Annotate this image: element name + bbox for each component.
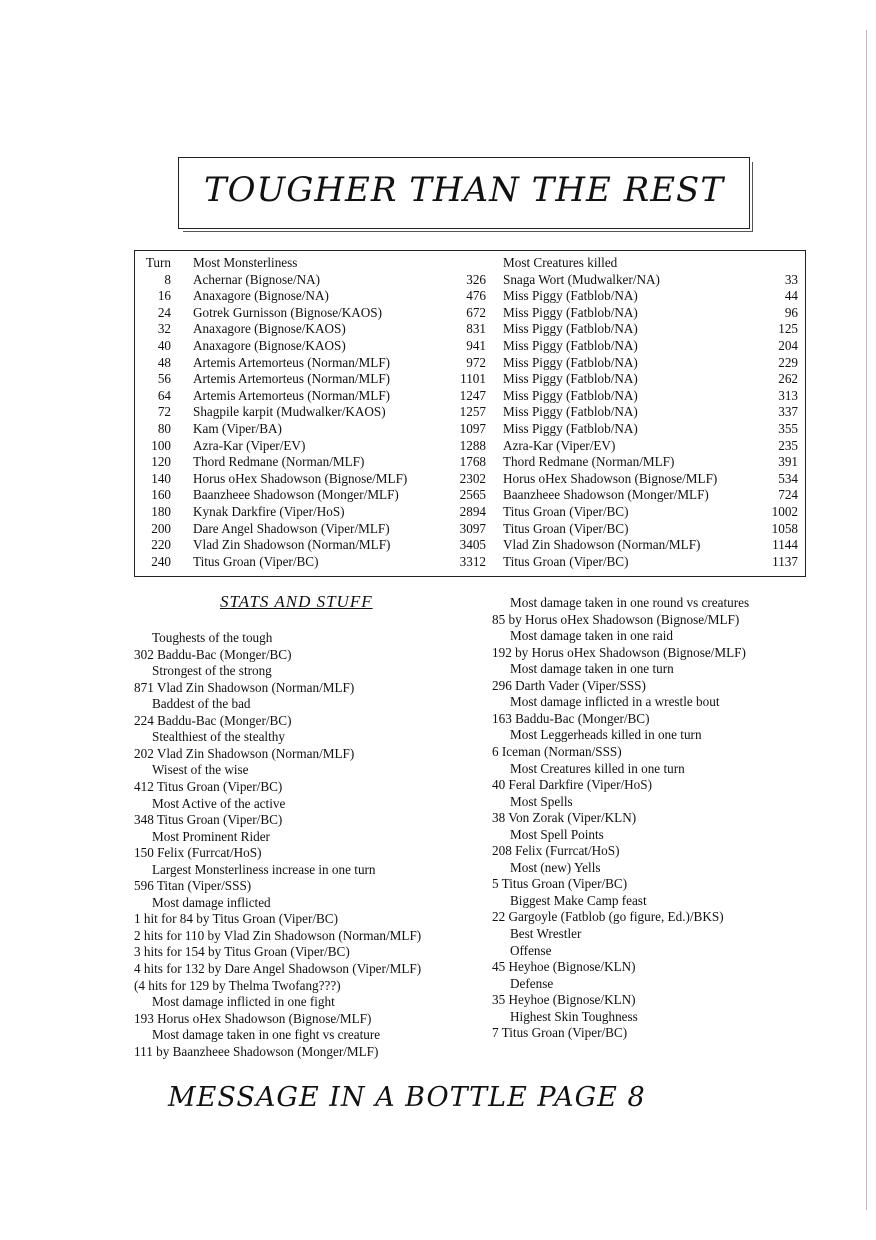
table-row — [135, 521, 805, 538]
monsterliness-name: Anaxagore (Bignose/KAOS) — [193, 337, 346, 353]
table-row — [135, 454, 805, 471]
turn-cell: 180 — [151, 503, 171, 519]
scan-edge-line — [866, 30, 867, 1210]
monsterliness-name: Artemis Artemorteus (Norman/MLF) — [193, 354, 391, 370]
turn-cell: 80 — [157, 420, 171, 436]
table-row — [135, 272, 805, 289]
creatures-killed-name: Miss Piggy (Fatblob/NA) — [503, 354, 638, 370]
turn-cell: 240 — [151, 553, 171, 569]
turn-cell: 16 — [157, 288, 171, 304]
stat-category: Most Leggerheads killed in one turn — [510, 727, 702, 743]
monsterliness-name: Shagpile karpit (Mudwalker/KAOS) — [193, 404, 386, 420]
creatures-killed-name: Miss Piggy (Fatblob/NA) — [503, 371, 638, 387]
stat-category: Most damage inflicted in a wrestle bout — [510, 694, 720, 710]
creatures-killed-value: 337 — [778, 404, 798, 420]
stat-category: Offense — [510, 942, 552, 958]
stat-entry: 40 Feral Darkfire (Viper/HoS) — [492, 777, 652, 793]
stat-entry: 35 Heyhoe (Bignose/KLN) — [492, 992, 636, 1008]
monsterliness-value: 2302 — [459, 470, 486, 486]
creatures-killed-name: Titus Groan (Viper/BC) — [503, 520, 629, 536]
creatures-killed-name: Miss Piggy (Fatblob/NA) — [503, 321, 638, 337]
creatures-killed-value: 355 — [778, 420, 798, 436]
title-box — [178, 157, 750, 229]
creatures-killed-name: Snaga Wort (Mudwalker/NA) — [503, 271, 660, 287]
stat-entry: 193 Horus oHex Shadowson (Bignose/MLF) — [134, 1010, 372, 1026]
stat-entry: 4 hits for 132 by Dare Angel Shadowson (Viper/MLF) — [134, 961, 422, 976]
monsterliness-name: Anaxagore (Bignose/KAOS) — [193, 321, 346, 337]
monsterliness-value: 672 — [466, 304, 486, 320]
records-table — [134, 250, 806, 577]
table-row — [135, 321, 805, 338]
monsterliness-name: Horus oHex Shadowson (Bignose/MLF) — [193, 470, 408, 486]
monsterliness-value: 3097 — [459, 520, 486, 536]
stat-entry: 302 Baddu-Bac (Monger/BC) — [134, 646, 292, 662]
table-row — [135, 355, 805, 372]
monsterliness-name: Dare Angel Shadowson (Viper/MLF) — [193, 520, 390, 536]
table-row — [135, 537, 805, 554]
creatures-killed-value: 96 — [784, 304, 798, 320]
creatures-killed-value: 262 — [778, 371, 798, 387]
monsterliness-value: 326 — [466, 271, 486, 287]
stat-entry: 412 Titus Groan (Viper/BC) — [134, 778, 283, 794]
stat-category: Largest Monsterliness increase in one turn — [152, 861, 376, 877]
table-row — [135, 438, 805, 455]
table-row — [135, 288, 805, 305]
creatures-killed-name: Miss Piggy (Fatblob/NA) — [503, 404, 638, 420]
stat-category: Toughests of the tough — [152, 630, 273, 645]
creatures-killed-name: Miss Piggy (Fatblob/NA) — [503, 387, 638, 403]
creatures-killed-name: Miss Piggy (Fatblob/NA) — [503, 337, 638, 353]
creatures-killed-name: Azra-Kar (Viper/EV) — [503, 437, 616, 453]
stat-entry: 208 Felix (Furrcat/HoS) — [492, 843, 620, 859]
section-title: STATS AND STUFF — [220, 592, 373, 611]
creatures-killed-name: Titus Groan (Viper/BC) — [503, 503, 629, 519]
table-row — [135, 404, 805, 421]
monsterliness-value: 3312 — [459, 553, 486, 569]
monsterliness-name: Artemis Artemorteus (Norman/MLF) — [193, 387, 391, 403]
turn-cell: 56 — [157, 371, 171, 387]
monsterliness-name: Kynak Darkfire (Viper/HoS) — [193, 503, 345, 519]
stat-category: Most damage taken in one raid — [510, 628, 673, 644]
creatures-killed-value: 1058 — [771, 520, 798, 536]
monsterliness-value: 1768 — [459, 454, 486, 470]
table-row — [135, 371, 805, 388]
stat-entry: 348 Titus Groan (Viper/BC) — [134, 812, 283, 828]
creatures-killed-value: 229 — [778, 354, 798, 370]
page-title: TOUGHER THAN THE REST — [203, 170, 725, 210]
stat-category: Most Active of the active — [152, 795, 286, 811]
stat-category: Highest Skin Toughness — [510, 1008, 638, 1024]
turn-cell: 72 — [157, 404, 171, 420]
creatures-killed-value: 1137 — [772, 553, 798, 569]
monsterliness-value: 2565 — [459, 487, 486, 503]
stat-category: Most damage taken in one round vs creatures — [510, 595, 750, 610]
creatures-killed-name: Horus oHex Shadowson (Bignose/MLF) — [503, 470, 718, 486]
stat-category: Most damage taken in one turn — [510, 661, 674, 677]
creatures-killed-name: Miss Piggy (Fatblob/NA) — [503, 288, 638, 304]
table-row — [135, 471, 805, 488]
monsterliness-name: Vlad Zin Shadowson (Norman/MLF) — [193, 537, 391, 553]
table-row — [135, 338, 805, 355]
monsterliness-name: Achernar (Bignose/NA) — [193, 271, 321, 287]
stat-entry: 38 Von Zorak (Viper/KLN) — [492, 810, 637, 826]
monsterliness-name: Artemis Artemorteus (Norman/MLF) — [193, 371, 391, 387]
turn-cell: 24 — [157, 304, 171, 320]
turn-cell: 140 — [151, 470, 171, 486]
stat-category: Most damage inflicted — [152, 894, 271, 910]
stat-category: Most Creatures killed in one turn — [510, 760, 685, 776]
turn-cell: 100 — [151, 437, 171, 453]
stat-entry: (4 hits for 129 by Thelma Twofang???) — [134, 977, 341, 993]
stat-entry: 6 Iceman (Norman/SSS) — [492, 743, 622, 759]
monsterliness-value: 3405 — [459, 537, 486, 553]
stat-entry: 7 Titus Groan (Viper/BC) — [492, 1025, 628, 1041]
creatures-killed-name: Thord Redmane (Norman/MLF) — [503, 454, 675, 470]
turn-cell: 220 — [151, 537, 171, 553]
monsterliness-name: Thord Redmane (Norman/MLF) — [193, 454, 365, 470]
stat-entry: 45 Heyhoe (Bignose/KLN) — [492, 959, 636, 975]
table-row — [135, 487, 805, 504]
stat-category: Most damage inflicted in one fight — [152, 994, 335, 1010]
monsterliness-name: Kam (Viper/BA) — [193, 420, 282, 436]
table-row — [135, 388, 805, 405]
monsterliness-value: 1097 — [459, 420, 486, 436]
stat-entry: 202 Vlad Zin Shadowson (Norman/MLF) — [134, 745, 355, 761]
turn-cell: 64 — [157, 387, 171, 403]
stat-entry: 85 by Horus oHex Shadowson (Bignose/MLF) — [492, 611, 740, 627]
creatures-killed-value: 125 — [778, 321, 798, 337]
stat-category: Strongest of the strong — [152, 663, 272, 679]
stat-category: Stealthiest of the stealthy — [152, 729, 285, 745]
monsterliness-value: 1288 — [459, 437, 486, 453]
stat-entry: 871 Vlad Zin Shadowson (Norman/MLF) — [134, 679, 355, 695]
stat-entry: 596 Titan (Viper/SSS) — [134, 878, 252, 894]
turn-cell: 48 — [157, 354, 171, 370]
stat-category: Biggest Make Camp feast — [510, 892, 647, 908]
turn-cell: 40 — [157, 337, 171, 353]
table-row — [135, 504, 805, 521]
monsterliness-name: Azra-Kar (Viper/EV) — [193, 437, 306, 453]
stat-entry: 22 Gargoyle (Fatblob (go figure, Ed.)/BKS) — [492, 909, 724, 925]
most-monsterliness-header: Most Monsterliness — [193, 255, 298, 270]
stat-entry: 224 Baddu-Bac (Monger/BC) — [134, 712, 292, 728]
stat-category: Most damage taken in one fight vs creature — [152, 1027, 381, 1043]
most-creatures-killed-header: Most Creatures killed — [503, 255, 618, 270]
monsterliness-name: Baanzheee Shadowson (Monger/MLF) — [193, 487, 399, 503]
stat-category: Most Spells — [510, 793, 573, 809]
stat-category: Wisest of the wise — [152, 762, 249, 778]
stat-category: Most (new) Yells — [510, 859, 601, 875]
stat-entry: 111 by Baanzheee Shadowson (Monger/MLF) — [134, 1043, 379, 1059]
stat-entry: 1 hit for 84 by Titus Groan (Viper/BC) — [134, 911, 338, 927]
table-row — [135, 554, 805, 571]
creatures-killed-name: Miss Piggy (Fatblob/NA) — [503, 304, 638, 320]
stat-entry: 192 by Horus oHex Shadowson (Bignose/MLF) — [492, 644, 746, 660]
monsterliness-name: Titus Groan (Viper/BC) — [193, 553, 319, 569]
creatures-killed-value: 534 — [778, 470, 798, 486]
monsterliness-value: 831 — [466, 321, 486, 337]
monsterliness-value: 1247 — [459, 387, 486, 403]
creatures-killed-value: 724 — [778, 487, 798, 503]
monsterliness-name: Gotrek Gurnisson (Bignose/KAOS) — [193, 304, 383, 320]
turn-cell: 32 — [157, 321, 171, 337]
stat-category: Defense — [510, 975, 554, 991]
turn-cell: 8 — [164, 271, 171, 287]
stat-entry: 150 Felix (Furrcat/HoS) — [134, 845, 262, 861]
monsterliness-value: 1257 — [459, 404, 486, 420]
turn-header: Turn — [145, 255, 171, 270]
table-row — [135, 305, 805, 322]
creatures-killed-value: 204 — [778, 337, 798, 353]
creatures-killed-value: 1002 — [771, 503, 798, 519]
table-row — [135, 421, 805, 438]
footer-page-label: MESSAGE IN A BOTTLE PAGE 8 — [168, 1082, 646, 1113]
monsterliness-value: 476 — [466, 288, 486, 304]
stat-category: Most Spell Points — [510, 826, 604, 842]
stat-entry: 2 hits for 110 by Vlad Zin Shadowson (Norman/MLF) — [134, 927, 422, 943]
stat-category: Baddest of the bad — [152, 696, 251, 712]
creatures-killed-value: 313 — [778, 387, 798, 403]
turn-cell: 160 — [151, 487, 171, 503]
monsterliness-value: 2894 — [459, 503, 486, 519]
turn-cell: 120 — [151, 454, 171, 470]
creatures-killed-value: 235 — [778, 437, 798, 453]
creatures-killed-value: 1144 — [772, 537, 798, 553]
creatures-killed-value: 391 — [778, 454, 798, 470]
creatures-killed-name: Vlad Zin Shadowson (Norman/MLF) — [503, 537, 701, 553]
monsterliness-value: 972 — [466, 354, 486, 370]
creatures-killed-name: Miss Piggy (Fatblob/NA) — [503, 420, 638, 436]
creatures-killed-value: 44 — [784, 288, 798, 304]
creatures-killed-value: 33 — [784, 271, 798, 287]
stat-entry: 3 hits for 154 by Titus Groan (Viper/BC) — [134, 944, 350, 960]
monsterliness-value: 941 — [466, 337, 486, 353]
stat-entry: 163 Baddu-Bac (Monger/BC) — [492, 710, 650, 726]
monsterliness-value: 1101 — [460, 371, 486, 387]
stat-entry: 296 Darth Vader (Viper/SSS) — [492, 677, 646, 693]
monsterliness-name: Anaxagore (Bignose/NA) — [193, 288, 329, 304]
stat-category: Best Wrestler — [510, 926, 582, 941]
stat-entry: 5 Titus Groan (Viper/BC) — [492, 876, 628, 892]
creatures-killed-name: Baanzheee Shadowson (Monger/MLF) — [503, 487, 709, 503]
creatures-killed-name: Titus Groan (Viper/BC) — [503, 553, 629, 569]
turn-cell: 200 — [151, 520, 171, 536]
stat-category: Most Prominent Rider — [152, 828, 270, 844]
